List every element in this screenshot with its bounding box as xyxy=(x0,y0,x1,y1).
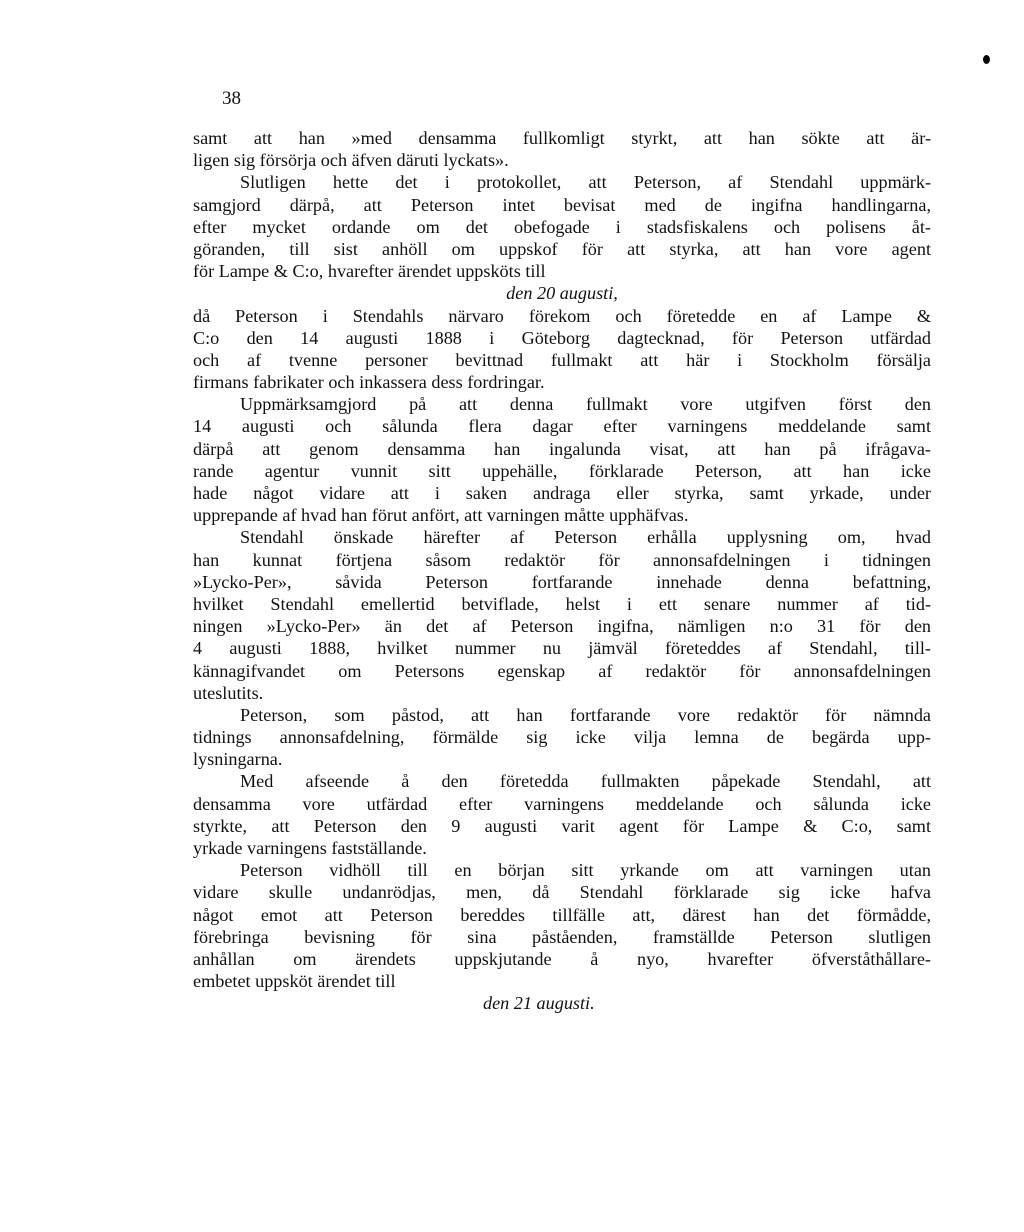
text-line: C:o den 14 augusti 1888 i Göteborg dagtecknad, för Peterson utfärdad xyxy=(193,327,931,348)
text-line: upprepande af hvad han förut anfört, att varningen måtte upphäfvas. xyxy=(193,505,689,526)
text-line: samgjord därpå, att Peterson intet bevisat med de ingifna handlingarna, xyxy=(193,194,931,215)
text-line: firmans fabrikater och inkassera dess fordringar. xyxy=(193,372,545,393)
text-line: »Lycko-Per», såvida Peterson fortfarande innehade denna befattning, xyxy=(193,571,931,592)
text-line: något emot att Peterson bereddes tillfälle att, därest han det förmådde, xyxy=(193,904,931,925)
text-line: Slutligen hette det i protokollet, att Peterson, af Stendahl uppmärk- xyxy=(240,172,931,193)
page-number: 38 xyxy=(222,88,241,109)
text-line: anhållan om ärendets uppskjutande å nyo, hvarefter öfverståthållare- xyxy=(193,948,931,969)
text-line: ligen sig försörja och äfven däruti lyckats». xyxy=(193,150,509,171)
date-heading: den 20 augusti, xyxy=(506,283,618,304)
text-line: därpå att genom densamma han ingalunda visat, att han på ifrågava- xyxy=(193,438,931,459)
text-line: förebringa bevisning för sina påståenden, framställde Peterson slutligen xyxy=(193,926,931,947)
text-line: hade något vidare att i saken andraga eller styrka, samt yrkade, under xyxy=(193,483,931,503)
text-line: efter mycket ordande om det obefogade i stadsfiskalens och polisens åt- xyxy=(193,216,931,237)
text-line: densamma vore utfärdad efter varningens meddelande och sålunda icke xyxy=(193,793,931,814)
text-line: då Peterson i Stendahls närvaro förekom och företedde en af Lampe & xyxy=(193,305,931,326)
text-line: embetet uppsköt ärendet till xyxy=(193,971,396,992)
text-line: lysningarna. xyxy=(193,749,283,770)
text-line: göranden, till sist anhöll om uppskof för att styrka, att han vore agent xyxy=(193,238,931,259)
text-line: Peterson vidhöll till en början sitt yrkande om att varningen utan xyxy=(240,860,931,881)
scan-mark xyxy=(983,55,990,64)
text-line: 4 augusti 1888, hvilket nummer nu jämväl företeddes af Stendahl, till- xyxy=(193,638,931,659)
text-line: uteslutits. xyxy=(193,682,264,703)
body-text xyxy=(193,127,931,1015)
text-line: yrkade varningens fastställande. xyxy=(193,838,427,858)
text-line: han kunnat förtjena såsom redaktör för annonsafdelningen i tidningen xyxy=(193,549,931,570)
text-line: tidnings annonsafdelning, förmälde sig icke vilja lemna de begärda upp- xyxy=(193,727,931,748)
text-line: Stendahl önskade härefter af Peterson erhålla upplysning om, hvad xyxy=(240,527,931,548)
text-line: Med afseende å den företedda fullmakten påpekade Stendahl, att xyxy=(240,771,931,792)
text-line: för Lampe & C:o, hvarefter ärendet uppsköts till xyxy=(193,261,546,282)
text-line: styrkte, att Peterson den 9 augusti varit agent för Lampe & C:o, samt xyxy=(193,815,931,836)
text-line: ningen »Lycko-Per» än det af Peterson ingifna, nämligen n:o 31 för den xyxy=(193,616,931,637)
text-line: Peterson, som påstod, att han fortfarande vore redaktör för nämnda xyxy=(240,704,931,725)
text-line: samt att han »med densamma fullkomligt styrkt, att han sökte att är- xyxy=(193,128,931,148)
text-line: kännagifvandet om Petersons egenskap af redaktör för annonsafdelningen xyxy=(193,660,931,681)
date-heading: den 21 augusti. xyxy=(483,993,595,1014)
text-line: vidare skulle undanrödjas, men, då Stendahl förklarade sig icke hafva xyxy=(193,882,931,903)
text-line: 14 augusti och sålunda flera dagar efter varningens meddelande samt xyxy=(193,416,931,437)
text-line: hvilket Stendahl emellertid betviflade, helst i ett senare nummer af tid- xyxy=(193,593,931,614)
text-line: Uppmärksamgjord på att denna fullmakt vore utgifven först den xyxy=(240,394,931,415)
text-line: rande agentur vunnit sitt uppehälle, förklarade Peterson, att han icke xyxy=(193,460,931,481)
text-line: och af tvenne personer bevittnad fullmakt att här i Stockholm försälja xyxy=(193,349,931,370)
